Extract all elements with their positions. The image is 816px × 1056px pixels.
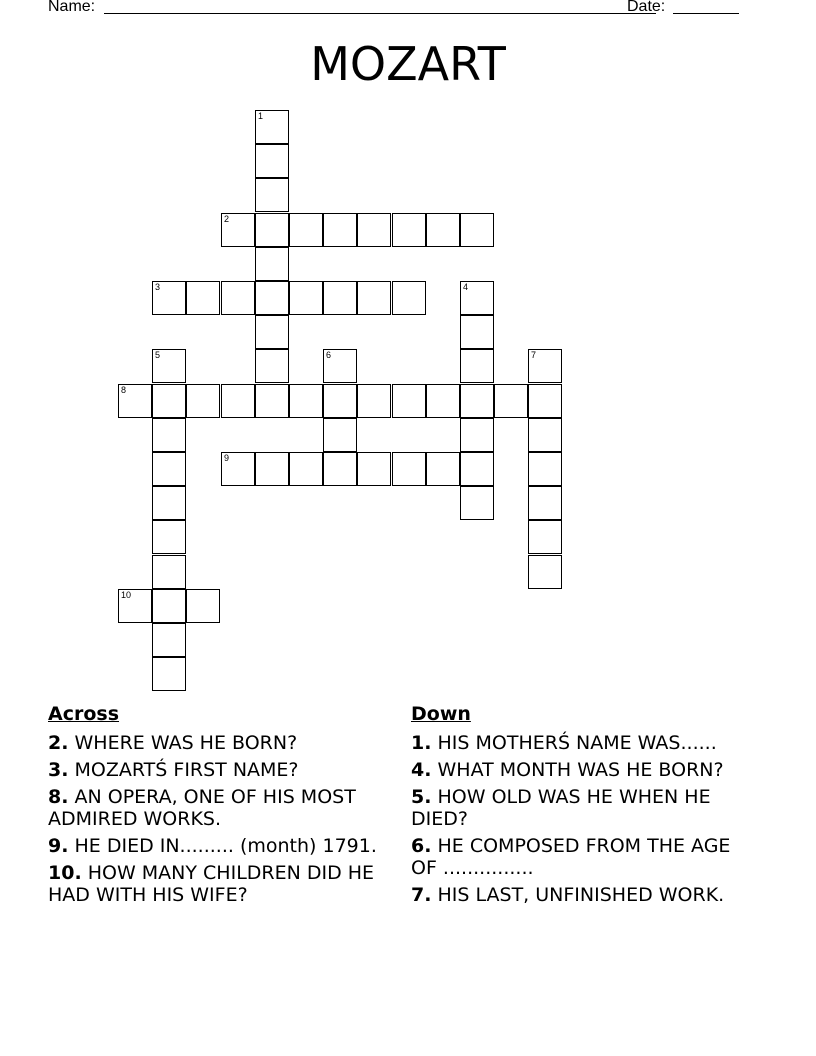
crossword-cell[interactable]: [289, 281, 323, 315]
crossword-cell[interactable]: [357, 384, 391, 418]
crossword-cell[interactable]: [323, 418, 357, 452]
crossword-cell[interactable]: [255, 247, 289, 281]
clue-number: 4.: [411, 759, 432, 781]
clue-number: 1.: [411, 732, 432, 754]
crossword-cell[interactable]: [426, 384, 460, 418]
crossword-cell[interactable]: [289, 213, 323, 247]
crossword-cell[interactable]: [255, 349, 289, 383]
crossword-cell[interactable]: [289, 452, 323, 486]
crossword-cell[interactable]: [426, 213, 460, 247]
crossword-cell[interactable]: [460, 315, 494, 349]
crossword-cell[interactable]: [528, 349, 562, 383]
clue-down-4: [411, 759, 761, 781]
clue-across-10: [48, 862, 388, 906]
cell-number: 1: [258, 111, 264, 121]
clue-down-5: [411, 786, 761, 830]
clue-across-3: [48, 759, 388, 781]
crossword-cell[interactable]: [255, 281, 289, 315]
clue-down-1: [411, 732, 761, 754]
crossword-cell[interactable]: [186, 384, 220, 418]
crossword-cell[interactable]: [528, 555, 562, 589]
crossword-cell[interactable]: [152, 623, 186, 657]
across-clues: [48, 702, 388, 911]
clue-number: 7.: [411, 884, 432, 906]
crossword-cell[interactable]: [255, 213, 289, 247]
cell-number: 7: [531, 350, 537, 360]
clue-number: 2.: [48, 732, 69, 754]
crossword-cell[interactable]: [221, 452, 255, 486]
cell-number: 6: [326, 350, 332, 360]
clue-text: MOZARTŚ FIRST NAME?: [74, 759, 299, 781]
crossword-cell[interactable]: [357, 213, 391, 247]
crossword-cell[interactable]: [152, 520, 186, 554]
crossword-cell[interactable]: [323, 281, 357, 315]
crossword-cell[interactable]: [152, 486, 186, 520]
clue-across-8: [48, 786, 388, 830]
crossword-cell[interactable]: [221, 384, 255, 418]
clue-number: 5.: [411, 786, 432, 808]
clue-number: 8.: [48, 786, 69, 808]
down-clues: [411, 702, 761, 911]
clue-text: HOW MANY CHILDREN DID HE HAD WITH HIS WIFE?: [48, 862, 375, 906]
clue-text: HOW OLD WAS HE WHEN HE DIED?: [411, 786, 711, 830]
clue-number: 10.: [48, 862, 82, 884]
down-heading: Down: [411, 703, 471, 725]
crossword-cell[interactable]: [460, 486, 494, 520]
clue-number: 3.: [48, 759, 69, 781]
crossword-cell[interactable]: [221, 213, 255, 247]
crossword-cell[interactable]: [392, 213, 426, 247]
crossword-cell[interactable]: [460, 384, 494, 418]
crossword-cell[interactable]: [392, 281, 426, 315]
crossword-cell[interactable]: [323, 349, 357, 383]
crossword-cell[interactable]: [528, 520, 562, 554]
clue-down-7: [411, 884, 761, 906]
cell-number: 8: [121, 385, 127, 395]
crossword-cell[interactable]: [289, 384, 323, 418]
crossword-cell[interactable]: [357, 281, 391, 315]
crossword-cell[interactable]: [255, 178, 289, 212]
crossword-cell[interactable]: [255, 315, 289, 349]
name-line[interactable]: [104, 13, 656, 14]
crossword-cell[interactable]: [152, 349, 186, 383]
cell-number: 2: [224, 214, 230, 224]
date-line[interactable]: [673, 13, 739, 14]
clue-text: AN OPERA, ONE OF HIS MOST ADMIRED WORKS.: [48, 786, 356, 830]
crossword-cell[interactable]: [426, 452, 460, 486]
crossword-cell[interactable]: [118, 589, 152, 623]
clue-number: 6.: [411, 835, 432, 857]
crossword-cell[interactable]: [186, 589, 220, 623]
crossword-cell[interactable]: [221, 281, 255, 315]
crossword-cell[interactable]: [528, 384, 562, 418]
cell-number: 4: [463, 282, 469, 292]
crossword-cell[interactable]: [528, 418, 562, 452]
crossword-cell[interactable]: [152, 452, 186, 486]
crossword-cell[interactable]: [255, 110, 289, 144]
crossword-cell[interactable]: [460, 213, 494, 247]
crossword-cell[interactable]: [152, 281, 186, 315]
crossword-cell[interactable]: [460, 281, 494, 315]
name-label: Name:: [48, 0, 96, 15]
crossword-cell[interactable]: [460, 452, 494, 486]
crossword-cell[interactable]: [152, 418, 186, 452]
crossword-cell[interactable]: [152, 589, 186, 623]
page-title: MOZART: [310, 37, 506, 91]
clue-text: HIS MOTHERŚ NAME WAS......: [437, 732, 717, 754]
crossword-cell[interactable]: [118, 384, 152, 418]
crossword-cell[interactable]: [460, 349, 494, 383]
header: [48, 0, 768, 20]
cell-number: 3: [155, 282, 161, 292]
clue-text: WHAT MONTH WAS HE BORN?: [437, 759, 724, 781]
date-label: Date:: [627, 0, 666, 15]
clue-number: 9.: [48, 835, 69, 857]
crossword-cell[interactable]: [152, 657, 186, 691]
clue-down-6: [411, 835, 761, 879]
crossword-cell[interactable]: [323, 213, 357, 247]
crossword-cell[interactable]: [528, 486, 562, 520]
clue-across-9: [48, 835, 388, 857]
cell-number: 10: [121, 590, 132, 600]
crossword-cell[interactable]: [152, 555, 186, 589]
clue-text: WHERE WAS HE BORN?: [74, 732, 298, 754]
crossword-cell[interactable]: [255, 452, 289, 486]
crossword-cell[interactable]: [255, 384, 289, 418]
crossword-cell[interactable]: [494, 384, 528, 418]
cell-number: 5: [155, 350, 161, 360]
crossword-cell[interactable]: [323, 384, 357, 418]
clue-text: HIS LAST, UNFINISHED WORK.: [437, 884, 725, 906]
crossword-cell[interactable]: [528, 452, 562, 486]
crossword-cell[interactable]: [357, 452, 391, 486]
clue-across-2: [48, 732, 388, 754]
crossword-cell[interactable]: [186, 281, 220, 315]
crossword-cell[interactable]: [255, 144, 289, 178]
crossword-cell[interactable]: [323, 452, 357, 486]
clue-text: HE COMPOSED FROM THE AGE OF ...............: [411, 835, 731, 879]
clue-text: HE DIED IN......... (month) 1791.: [74, 835, 377, 857]
cell-number: 9: [224, 453, 230, 463]
crossword-cell[interactable]: [392, 384, 426, 418]
crossword-cell[interactable]: [392, 452, 426, 486]
crossword-cell[interactable]: [460, 418, 494, 452]
crossword-cell[interactable]: [152, 384, 186, 418]
across-heading: Across: [48, 703, 120, 725]
